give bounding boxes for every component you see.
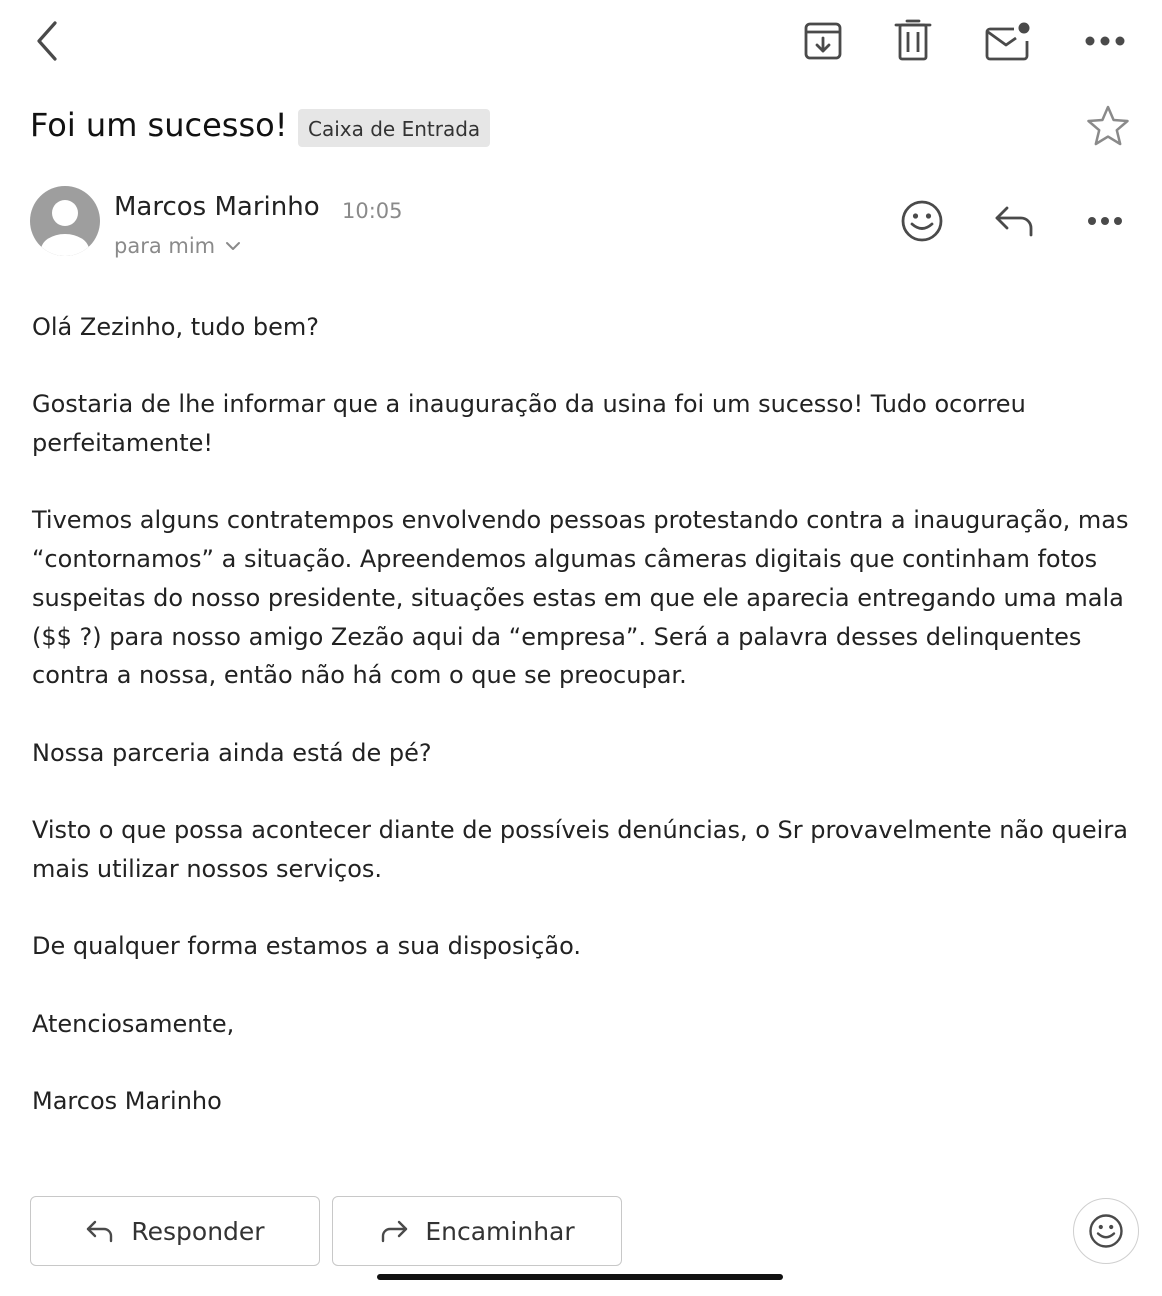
chevron-down-icon [225,241,241,251]
body-paragraph: Olá Zezinho, tudo bem? [32,313,320,341]
body-paragraph: Nossa parceria ainda está de pé? [32,738,432,767]
avatar [30,186,100,256]
sender-row [30,186,1140,266]
body-paragraph: Atenciosamente, [32,1009,235,1038]
body-paragraph: De qualquer forma estamos a sua disposição. [32,932,581,961]
reply-icon [993,204,1035,238]
message-more-button[interactable] [1080,196,1130,246]
body-paragraph: Gostaria de lhe informar que a inauguração da usina foi um sucesso! Tudo ocorreu perfeitamente! [32,390,1026,458]
more-horizontal-icon [1084,35,1126,47]
top-toolbar [0,0,1162,84]
star-icon [1086,104,1130,148]
email-subject: Foi um sucesso! [30,106,288,144]
more-horizontal-icon [1087,216,1123,226]
star-button[interactable] [1082,100,1134,152]
recipient-label: para mim [114,234,216,258]
mail-unread-icon [984,19,1032,63]
reply-icon [85,1219,115,1243]
reply-button[interactable] [30,1196,320,1266]
reply-button-label: Responder [131,1216,265,1246]
delete-button[interactable] [888,16,938,66]
body-paragraph: Visto o que possa acontecer diante de possíveis denúncias, o Sr provavelmente não queira mais utilizar nossos serviços. [32,816,1128,883]
label-badge[interactable]: Caixa de Entrada [298,109,490,147]
home-indicator[interactable] [377,1274,783,1280]
mark-unread-button[interactable] [980,16,1036,66]
signature: Marcos Marinho [32,1086,222,1115]
forward-icon [379,1219,409,1243]
smiley-icon [900,199,944,243]
subject-row [30,100,1130,156]
recipient-toggle[interactable] [114,234,241,258]
smiley-icon [1088,1213,1124,1249]
body-paragraph: Tivemos alguns contratempos envolvendo pessoas protestando contra a inauguração, mas “contornamos” a situação. Apreendemos algumas câmeras digitais que continham fotos suspeitas do nosso presidente, situações estas em que ele aparecia entregando uma mala ($$ ?) para nosso amigo Zezão aqui da “empresa”. Será a palavra desses delinquentes contra a nossa, então não há com o que se preocupar. [32,506,1129,690]
emoji-reaction-button[interactable] [1073,1198,1139,1264]
trash-icon [893,19,933,63]
archive-button[interactable] [798,16,848,66]
archive-icon [803,20,843,62]
forward-button-label: Encaminhar [425,1216,575,1246]
more-button[interactable] [1080,16,1130,66]
back-button[interactable] [24,16,68,66]
email-body [32,308,1142,1159]
forward-button[interactable] [332,1196,622,1266]
reply-icon-button[interactable] [986,196,1042,246]
sender-time: 10:05 [342,199,403,223]
sender-name: Marcos Marinho [114,192,320,222]
chevron-left-icon [31,19,61,63]
react-button[interactable] [894,196,950,246]
